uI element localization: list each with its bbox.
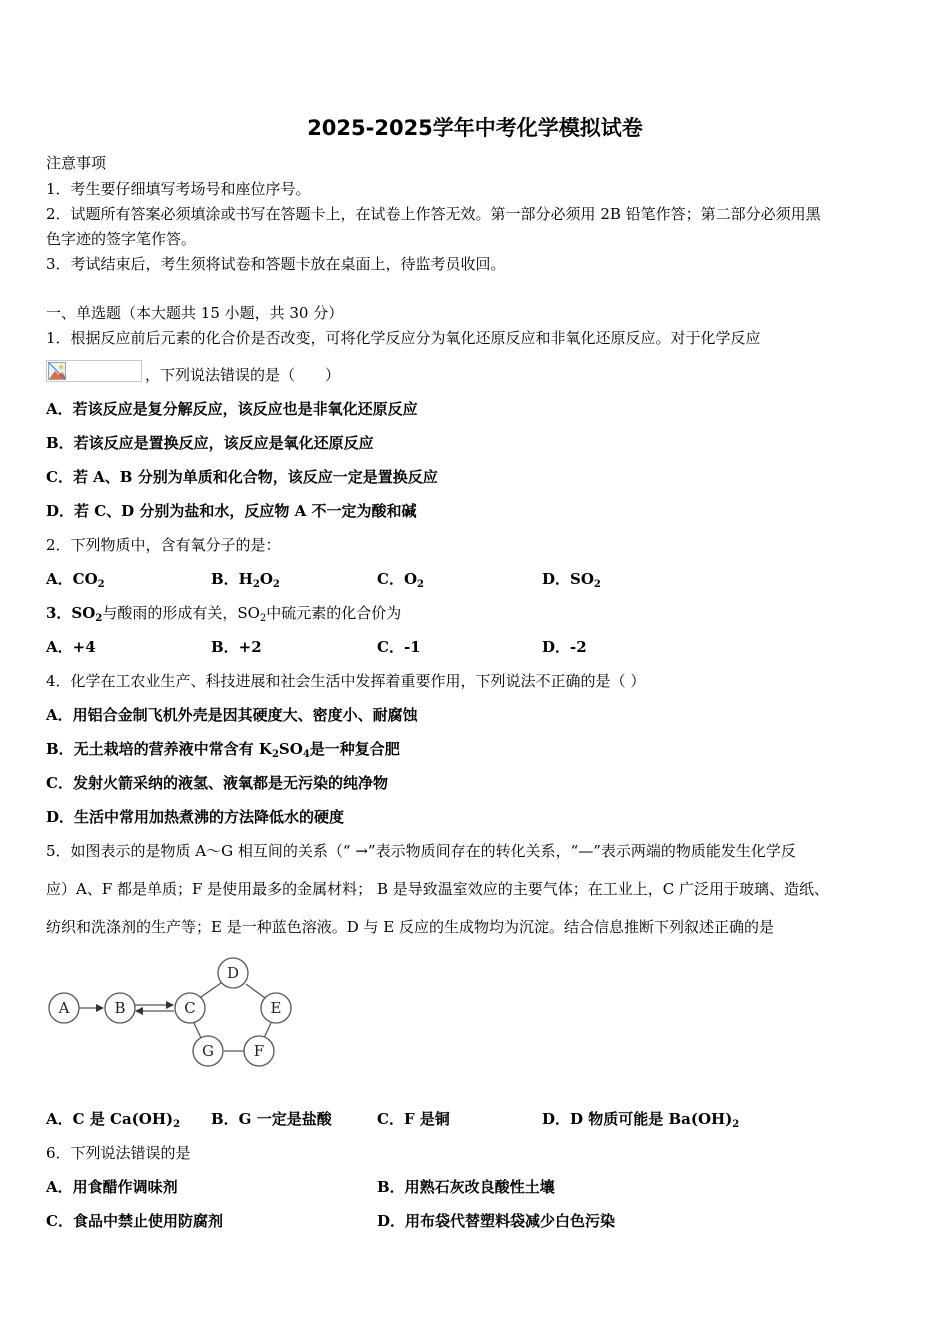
q5-option-b: B．G 一定是盐酸 xyxy=(211,1110,332,1128)
q5-stem-line-2: 应）A、F 都是单质；F 是使用最多的金属材料； B 是导致温室效应的主要气体；在工业上，C 广泛用于玻璃、造纸、 xyxy=(46,880,829,898)
q1-stem-cont: ，下列说法错误的是（ ） xyxy=(145,366,341,384)
q2-stem: 2．下列物质中，含有氧分子的是： xyxy=(46,536,281,554)
q2-option-d: D．$SO_2$ xyxy=(542,570,601,590)
q1-option-b: B．若该反应是置换反应，该反应是氧化还原反应 xyxy=(46,434,374,452)
edge-c-g xyxy=(194,1023,201,1038)
notice-item-2: 2．试题所有答案必须填涂或书写在答题卡上，在试卷上作答无效。第一部分必须用 2B 铅笔作答；第二部分必须用黑 xyxy=(46,205,821,223)
notice-item-2-cont: 色字迹的签字笔作答。 xyxy=(46,230,197,248)
q3-option-d: D．-2 xyxy=(542,638,587,656)
q4-option-b: B．无土栽培的营养液中常含有 $K_2SO_4$是一种复合肥 xyxy=(46,740,400,760)
notice-heading: 注意事项 xyxy=(46,154,107,172)
node-f-label: F xyxy=(253,1042,265,1060)
q5-stem-line-3: 纺织和洗涤剂的生产等；E 是一种蓝色溶液。D 与 E 反应的生成物均为沉淀。结合信息推断下列叙述正确的是 xyxy=(46,918,775,936)
q6-option-d: D．用布袋代替塑料袋减少白色污染 xyxy=(377,1212,616,1230)
q4-option-a: A．用铝合金制飞机外壳是因其硬度大、密度小、耐腐蚀 xyxy=(46,706,418,724)
q6-option-b: B．用熟石灰改良酸性土壤 xyxy=(377,1178,555,1196)
q3-option-b: B．+2 xyxy=(211,638,262,656)
node-c-label: C xyxy=(184,999,196,1017)
q1-stem: 1．根据反应前后元素的化合价是否改变，可将化学反应分为氧化还原反应和非氧化还原反应。对于化学反应 xyxy=(46,329,761,347)
node-g-label: G xyxy=(202,1042,214,1060)
q2-option-b: B．$H_2O_2$ xyxy=(211,570,280,590)
notice-item-3: 3．考试结束后，考生须将试卷和答题卡放在桌面上，待监考员收回。 xyxy=(46,255,506,273)
page-title: 2025-2025学年中考化学模拟试卷 xyxy=(307,116,643,140)
q6-option-c: C．食品中禁止使用防腐剂 xyxy=(46,1212,223,1230)
node-b-label: B xyxy=(114,999,126,1017)
q5-option-d: D．D 物质可能是 $Ba(OH)_2$ xyxy=(542,1110,740,1130)
q6-stem: 6．下列说法错误的是 xyxy=(46,1144,191,1162)
q4-option-d: D．生活中常用加热煮沸的方法降低水的硬度 xyxy=(46,808,345,826)
q5-option-a: A．C 是 $Ca(OH)_2$ xyxy=(46,1110,181,1130)
q5-stem-line-1: 5．如图表示的是物质 A～G 相互间的关系（“ →”表示物质间存在的转化关系，“—”表示两端的物质能发生化学反 xyxy=(46,842,796,860)
q1-option-d: D．若 C、D 分别为盐和水，反应物 A 不一定为酸和碱 xyxy=(46,502,417,520)
node-a-label: A xyxy=(58,999,70,1017)
q3-option-c: C．-1 xyxy=(377,638,421,656)
node-d-label: D xyxy=(226,964,240,982)
q5-option-c: C．F 是铜 xyxy=(377,1110,450,1128)
q4-option-c: C．发射火箭采纳的液氢、液氧都是无污染的纯净物 xyxy=(46,774,388,792)
missing-image-placeholder xyxy=(46,360,142,382)
q2-option-a: A．$CO_2$ xyxy=(46,570,105,590)
section-heading: 一、单选题（本大题共 15 小题，共 30 分） xyxy=(46,304,344,322)
q4-stem: 4．化学在工农业生产、科技进展和社会生活中发挥着重要作用，下列说法不正确的是（ ） xyxy=(46,672,646,690)
q6-option-a: A．用食醋作调味剂 xyxy=(46,1178,178,1196)
notice-item-1: 1．考生要仔细填写考场号和座位序号。 xyxy=(46,180,311,198)
q1-option-a: A．若该反应是复分解反应，该反应也是非氧化还原反应 xyxy=(46,400,418,418)
q2-option-c: C．$O_2$ xyxy=(377,570,424,590)
edge-d-e xyxy=(246,984,265,998)
q3-option-a: A．+4 xyxy=(46,638,96,656)
broken-image-icon xyxy=(48,362,66,380)
edge-e-f xyxy=(264,1023,271,1038)
node-e-label: E xyxy=(270,999,282,1017)
q3-stem: 3．$SO_2$与酸雨的形成有关，$SO_2$中硫元素的化合价为 xyxy=(46,604,402,624)
q1-option-c: C．若 A、B 分别为单质和化合物，该反应一定是置换反应 xyxy=(46,468,438,486)
edge-c-d xyxy=(201,983,221,997)
relationship-diagram xyxy=(44,952,300,1070)
